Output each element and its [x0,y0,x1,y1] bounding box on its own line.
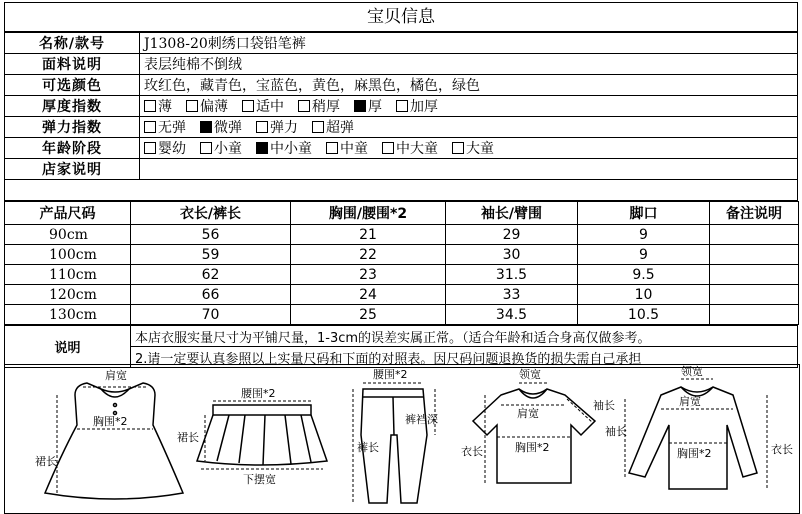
table-row [5,305,799,325]
size-cell: 62 [131,265,291,285]
size-header-3: 袖长/臂围 [446,202,578,225]
longsleeve-sleeve-label: 袖长 [605,425,627,438]
size-table-header [5,202,799,225]
skirt-hem-label: 下摆宽 [243,473,276,486]
thickness-label: 厚度指数 [5,96,140,117]
option-label: 稍厚 [312,99,340,115]
product-info-sheet [4,2,798,368]
size-cell: 70 [131,305,291,325]
option-label: 中小童 [270,141,312,157]
size-cell: 59 [131,245,291,265]
info-row-elastic [5,117,798,138]
option-label: 加厚 [410,99,438,115]
table-row [5,225,799,245]
longsleeve-chest-label: 胸围*2 [677,447,712,460]
info-row-age [5,138,798,159]
size-cell: 33 [446,285,578,305]
longsleeve-shoulder-label: 肩宽 [679,395,701,408]
option-0 [144,99,172,115]
info-row-shop [5,159,798,180]
empty-box-icon [326,142,338,154]
tshirt-shoulder-label: 肩宽 [517,407,539,420]
info-row-fabric [5,54,798,75]
size-table [4,201,799,325]
option-label: 微弹 [214,120,242,136]
option-0 [144,120,186,136]
size-cell [710,225,799,245]
size-cell: 21 [291,225,446,245]
page-title: 宝贝信息 [4,2,798,32]
size-cell: 66 [131,285,291,305]
name-label: 名称/款号 [5,33,140,54]
size-cell: 110cm [5,265,131,285]
size-cell: 100cm [5,245,131,265]
pants-length-label: 裤长 [357,441,379,454]
tshirt-chest-label: 胸围*2 [515,441,550,454]
option-label: 超弹 [326,120,354,136]
spacer-row [5,180,798,201]
empty-box-icon [242,100,254,112]
option-label: 无弹 [158,120,186,136]
option-1 [186,99,228,115]
size-cell: 56 [131,225,291,245]
note-line-1: 本店衣服实量尺寸为平铺尺量，1-3cm的误差实属正常。（适合年龄和适合身高仅做参考。 [131,326,798,347]
option-5 [396,99,438,115]
tshirt-length-label: 衣长 [461,445,483,458]
option-label: 中大童 [396,141,438,157]
empty-box-icon [382,142,394,154]
info-row-name [5,33,798,54]
size-cell: 120cm [5,285,131,305]
fabric-label: 面料说明 [5,54,140,75]
table-row [5,265,799,285]
size-table-body [5,225,799,325]
info-table [4,32,798,201]
checked-box-icon [200,121,212,133]
empty-box-icon [144,100,156,112]
option-4 [354,99,382,115]
measurement-diagram [4,364,800,514]
checked-box-icon [256,142,268,154]
tshirt-drawing [473,389,595,483]
option-label: 偏薄 [200,99,228,115]
size-cell: 22 [291,245,446,265]
shop-label: 店家说明 [5,159,140,180]
option-1 [200,141,242,157]
size-cell [710,265,799,285]
longsleeve-length-label: 衣长 [771,443,793,456]
dress-chest-label: 胸围*2 [93,415,128,428]
option-2 [242,99,284,115]
size-cell: 23 [291,265,446,285]
size-cell: 9 [578,225,710,245]
size-cell: 9 [578,245,710,265]
option-label: 适中 [256,99,284,115]
empty-box-icon [298,100,310,112]
dress-drawing [45,383,183,499]
size-cell: 29 [446,225,578,245]
colors-value: 玫红色，藏青色，宝蓝色，黄色，麻黑色，橘色，绿色 [140,75,798,96]
skirt-length-label: 裙长 [177,431,199,444]
size-cell [710,245,799,265]
table-row [5,285,799,305]
dress-length-label: 裙长 [35,455,57,468]
skirt-drawing [197,405,327,465]
empty-box-icon [200,142,212,154]
option-0 [144,141,186,157]
pants-waist-label: 腰围*2 [373,368,408,381]
empty-box-icon [396,100,408,112]
option-5 [452,141,494,157]
longsleeve-collar-label: 领宽 [681,365,703,378]
age-options [140,138,798,159]
skirt-waist-label: 腰围*2 [241,387,276,400]
option-label: 大童 [466,141,494,157]
info-row-thickness [5,96,798,117]
thickness-options [140,96,798,117]
table-row [5,245,799,265]
option-label: 小童 [214,141,242,157]
empty-box-icon [144,142,156,154]
option-label: 中童 [340,141,368,157]
size-header-0: 产品尺码 [5,202,131,225]
size-cell: 24 [291,285,446,305]
option-4 [382,141,438,157]
notes-label: 说明 [5,326,131,368]
pants-rise-label: 裤裆深 [405,413,438,426]
size-cell: 25 [291,305,446,325]
empty-box-icon [144,121,156,133]
elastic-label: 弹力指数 [5,117,140,138]
option-3 [326,141,368,157]
shop-value [140,159,798,180]
size-cell: 10.5 [578,305,710,325]
name-value: J1308-20刺绣口袋铅笔裤 [140,33,798,54]
size-cell [710,285,799,305]
size-cell: 30 [446,245,578,265]
empty-box-icon [256,121,268,133]
note-line-2: 2.请一定要认真参照以上实量尺码和下面的对照表。因尺码问题退换货的损失需自己承担 [131,347,798,368]
option-1 [200,120,242,136]
option-3 [312,120,354,136]
option-3 [298,99,340,115]
size-cell: 10 [578,285,710,305]
option-2 [256,141,312,157]
empty-box-icon [186,100,198,112]
size-header-2: 胸围/腰围*2 [291,202,446,225]
spacer-cell [5,180,798,201]
note-row-1 [5,326,798,347]
colors-label: 可选颜色 [5,75,140,96]
size-cell: 31.5 [446,265,578,285]
option-label: 厚 [368,99,382,115]
checked-box-icon [354,100,366,112]
size-header-5: 备注说明 [710,202,799,225]
option-label: 弹力 [270,120,298,136]
size-cell: 130cm [5,305,131,325]
option-2 [256,120,298,136]
notes-table [4,325,798,368]
size-cell [710,305,799,325]
option-label: 婴幼 [158,141,186,157]
tshirt-sleeve-label: 袖长 [593,399,615,412]
option-label: 薄 [158,99,172,115]
measurement-illustration [5,365,799,513]
size-header-1: 衣长/裤长 [131,202,291,225]
dress-shoulder-label: 肩宽 [105,369,127,382]
elastic-options [140,117,798,138]
empty-box-icon [452,142,464,154]
tshirt-collar-label: 领宽 [519,368,541,381]
size-header-4: 脚口 [578,202,710,225]
size-cell: 34.5 [446,305,578,325]
size-cell: 9.5 [578,265,710,285]
empty-box-icon [312,121,324,133]
fabric-value: 表层纯棉不倒绒 [140,54,798,75]
size-cell: 90cm [5,225,131,245]
info-row-colors [5,75,798,96]
age-label: 年龄阶段 [5,138,140,159]
